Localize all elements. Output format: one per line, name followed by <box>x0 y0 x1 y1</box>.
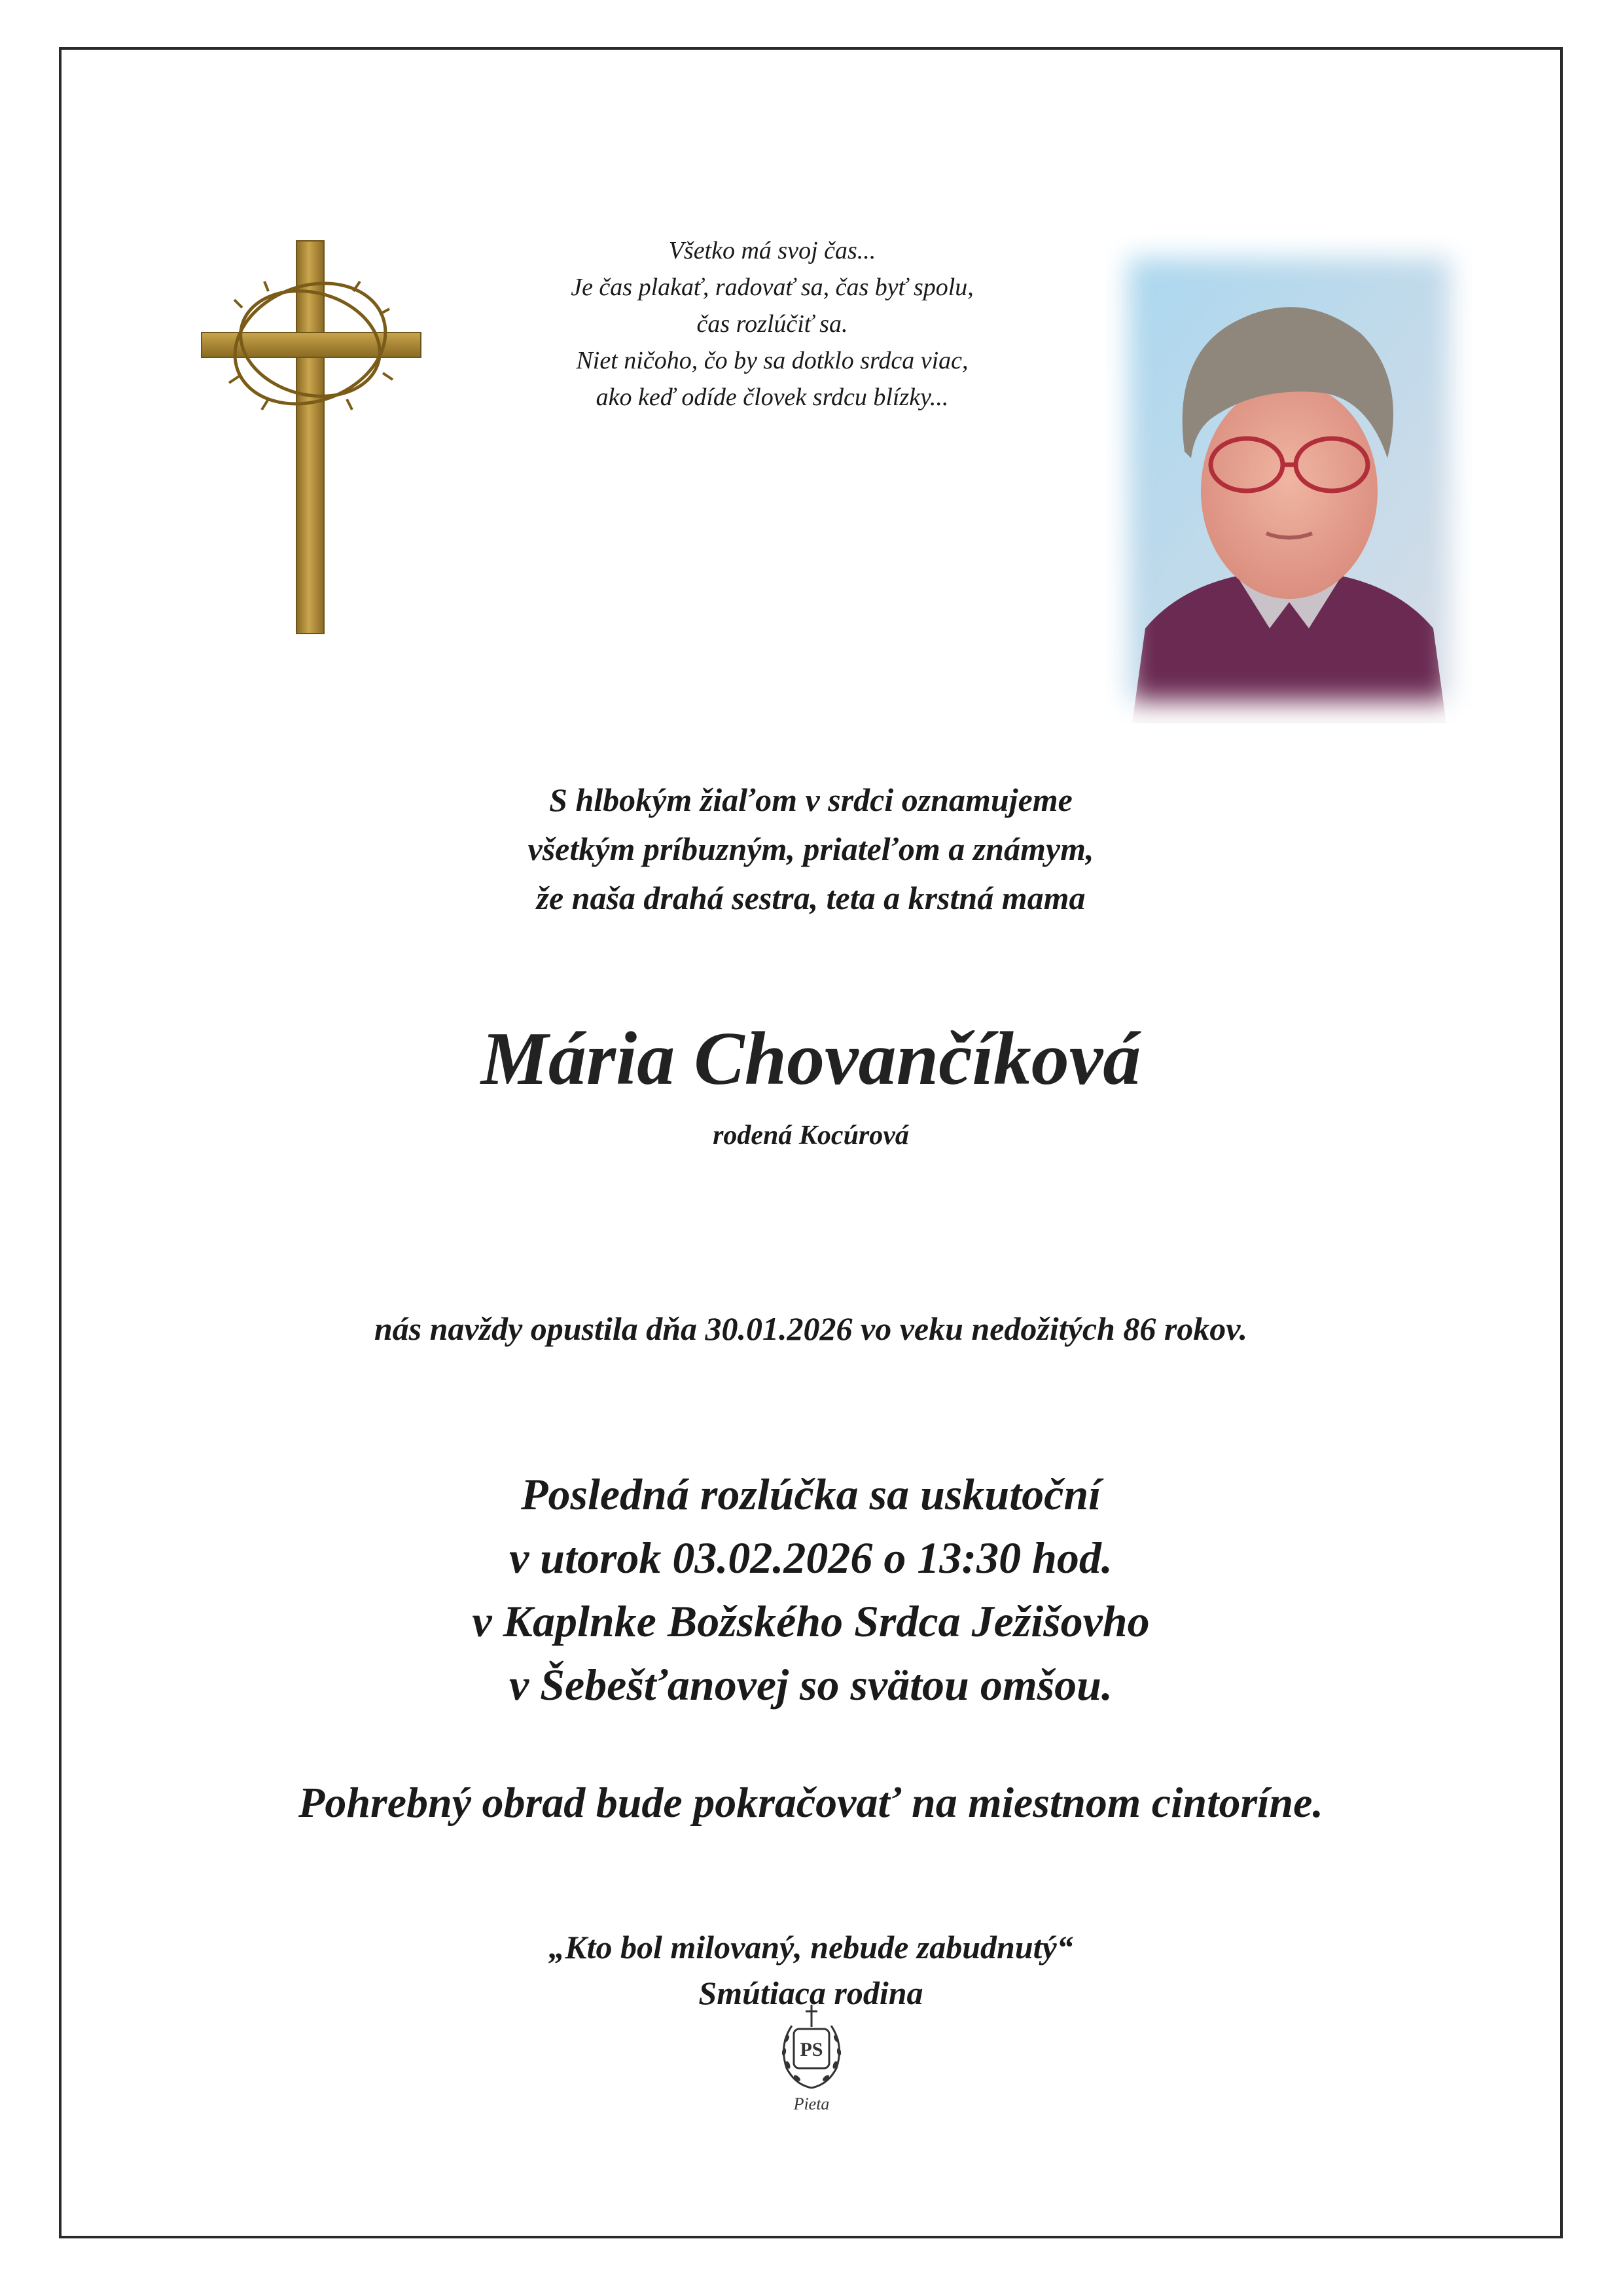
poem <box>445 232 1099 416</box>
logo-monogram: PS <box>800 2039 823 2060</box>
farewell-line: v Kaplnke Božského Srdca Ježišovho <box>472 1596 1150 1646</box>
closing-quote: „Kto bol milovaný, nebude zabudnutý“ <box>548 1929 1073 1965</box>
family-signature: Smútiaca rodina <box>698 1975 923 2011</box>
maiden-name: rodená Kocúrová <box>713 1121 909 1151</box>
announcement-line: S hlbokým žiaľom v srdci oznamujeme <box>549 781 1073 818</box>
announcement <box>59 776 1563 923</box>
burial-notice: Pohrebný obrad bude pokračovať na miestnom cintoríne. <box>298 1779 1323 1827</box>
announcement-line: že naša drahá sestra, teta a krstná mama <box>536 880 1086 916</box>
poem-line: Všetko má svoj čas... <box>668 237 876 264</box>
farewell-line: Posledná rozlúčka sa uskutoční <box>520 1469 1101 1519</box>
poem-line: Niet ničoho, čo by sa dotklo srdca viac, <box>576 347 969 374</box>
pieta-logo-icon <box>772 2000 851 2114</box>
farewell-line: v Šebešťanovej so svätou omšou. <box>508 1660 1113 1710</box>
farewell-line: v utorok 03.02.2026 o 13:30 hod. <box>509 1533 1113 1583</box>
photo-vignette <box>1106 236 1472 723</box>
deceased-name: Mária Chovančíková <box>480 1017 1141 1101</box>
announcement-line: všetkým príbuzným, priateľom a známym, <box>527 831 1094 867</box>
logo-caption: Pieta <box>793 2094 830 2113</box>
death-notice: nás navždy opustila dňa 30.01.2026 vo veku nedožitých 86 rokov. <box>374 1310 1248 1347</box>
cross-with-thorns-icon <box>196 236 432 641</box>
farewell-details <box>59 1463 1563 1717</box>
portrait-photo <box>1106 236 1472 723</box>
poem-line: ako keď odíde človek srdcu blízky... <box>596 384 949 411</box>
poem-line: čas rozlúčiť sa. <box>696 310 848 338</box>
poem-line: Je čas plakať, radovať sa, čas byť spolu, <box>571 274 974 301</box>
